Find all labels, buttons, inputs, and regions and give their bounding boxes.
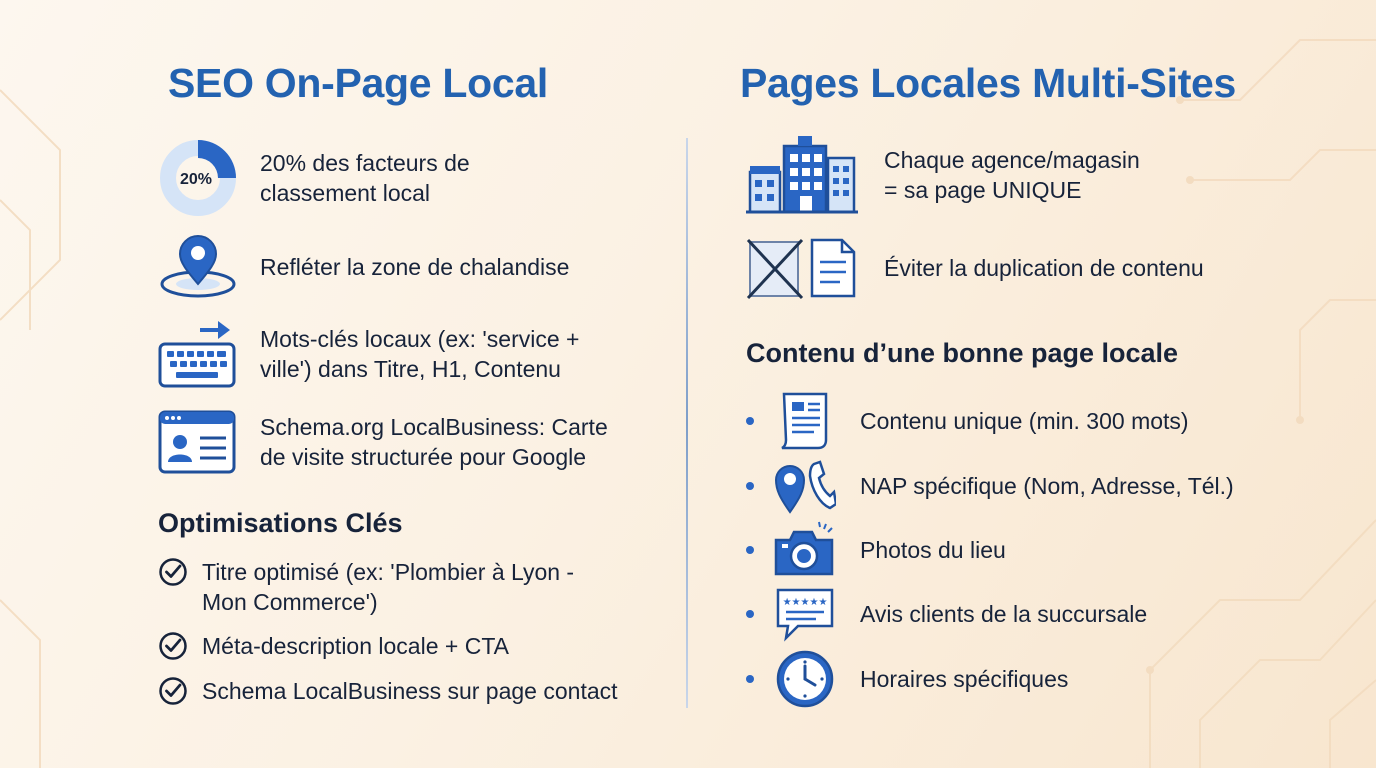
bullet-dot	[746, 675, 754, 683]
review-bubble-icon	[774, 584, 836, 644]
feature-line: de visite structurée pour Google	[260, 444, 587, 470]
bullet-dot	[746, 610, 754, 618]
feature-line: Mots-clés locaux (ex: 'service +	[260, 326, 580, 352]
bullet-dot	[746, 482, 754, 490]
content-item	[746, 520, 1006, 580]
pie-20-percent-icon	[158, 138, 238, 218]
content-item-label: Avis clients de la succursale	[860, 601, 1148, 627]
right-title: Pages Locales Multi-Sites	[740, 60, 1237, 106]
optim-item	[158, 676, 618, 706]
content-heading: Contenu d’une bonne page locale	[746, 338, 1179, 368]
optim-text	[202, 631, 509, 661]
svg-text:★★★★★: ★★★★★	[782, 597, 828, 608]
check-circle-icon	[158, 631, 188, 661]
document-scroll-icon	[774, 390, 836, 452]
content-item	[746, 584, 1147, 644]
pie-label: 20%	[179, 171, 213, 188]
bullet-dot	[746, 417, 754, 425]
feature-text	[260, 148, 470, 208]
no-duplicate-icon	[746, 236, 860, 300]
feature-ranking-factors	[158, 138, 470, 218]
optim-line: Schema LocalBusiness sur page contact	[202, 678, 618, 704]
feature-text	[260, 324, 579, 384]
feature-text	[884, 253, 1204, 283]
keyboard-icon	[158, 318, 238, 390]
feature-line: Schema.org LocalBusiness: Carte	[260, 414, 608, 440]
content-item-label: Photos du lieu	[860, 537, 1006, 563]
feature-local-keywords	[158, 318, 579, 390]
feature-no-duplication	[746, 236, 1204, 300]
content-item	[746, 456, 1234, 516]
feature-line: ville') dans Titre, H1, Contenu	[260, 356, 561, 382]
business-card-icon	[158, 408, 238, 476]
optimisations-heading: Optimisations Clés	[158, 508, 403, 538]
optim-line: Mon Commerce')	[202, 589, 378, 615]
optim-line: Méta-description locale + CTA	[202, 633, 510, 659]
feature-catchment-zone	[158, 232, 569, 302]
optim-text	[202, 557, 574, 617]
feature-text	[260, 412, 608, 472]
optim-item	[158, 631, 509, 661]
optim-item	[158, 557, 574, 617]
content-item-label: Horaires spécifiques	[860, 666, 1069, 692]
pin-phone-icon	[774, 456, 836, 516]
location-pin-icon	[158, 232, 238, 302]
content-item	[746, 390, 1189, 452]
left-title: SEO On-Page Local	[168, 60, 548, 106]
feature-line: 20% des facteurs de	[260, 150, 470, 176]
content-item	[746, 648, 1068, 710]
optim-text	[202, 676, 618, 706]
feature-text	[884, 145, 1140, 205]
buildings-icon	[746, 134, 860, 216]
camera-icon	[774, 520, 836, 580]
feature-line: Refléter la zone de chalandise	[260, 254, 570, 280]
optim-line: Titre optimisé (ex: 'Plombier à Lyon -	[202, 559, 575, 585]
check-circle-icon	[158, 676, 188, 706]
bullet-dot	[746, 546, 754, 554]
feature-text	[260, 252, 569, 282]
check-circle-icon	[158, 557, 188, 587]
content-item-label: NAP spécifique (Nom, Adresse, Tél.)	[860, 473, 1234, 499]
content-item-label: Contenu unique (min. 300 mots)	[860, 408, 1189, 434]
clock-icon	[774, 648, 836, 710]
feature-unique-page	[746, 134, 1140, 216]
feature-line: Chaque agence/magasin	[884, 147, 1140, 173]
feature-line: = sa page UNIQUE	[884, 177, 1082, 203]
feature-line: classement local	[260, 180, 431, 206]
column-divider	[686, 138, 688, 708]
feature-line: Éviter la duplication de contenu	[884, 255, 1204, 281]
feature-schema-localbusiness	[158, 408, 608, 476]
